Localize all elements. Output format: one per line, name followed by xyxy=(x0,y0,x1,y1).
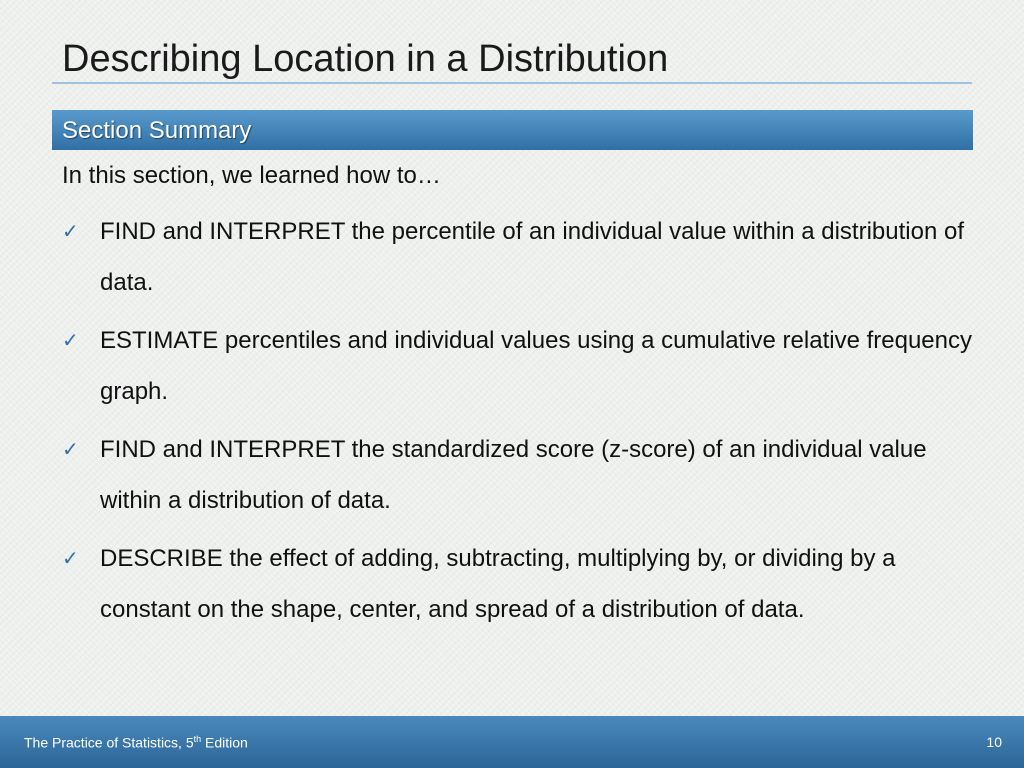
footer-book-superscript: th xyxy=(193,734,202,744)
footer-bar xyxy=(0,716,1024,768)
footer-book-prefix: The Practice of Statistics, 5 xyxy=(24,734,194,751)
footer-book-suffix: Edition xyxy=(201,734,248,751)
checkmark-icon: ✓ xyxy=(62,437,79,461)
bullet-text: DESCRIBE the effect of adding, subtracting, multiplying by, or dividing by a constant on the shape, center, and spread of a distribution of data. xyxy=(100,545,896,623)
section-header-label: Section Summary xyxy=(62,117,252,144)
page-number: 10 xyxy=(986,734,1002,750)
bullet-text: ESTIMATE percentiles and individual values using a cumulative relative frequency graph. xyxy=(100,327,972,405)
footer-book-title xyxy=(24,734,248,751)
title-divider xyxy=(52,82,972,84)
checkmark-icon: ✓ xyxy=(62,328,79,352)
bullet-text: FIND and INTERPRET the percentile of an individual value within a distribution of data. xyxy=(100,218,964,296)
bullet-item xyxy=(62,315,992,417)
checkmark-icon: ✓ xyxy=(62,219,79,243)
intro-text: In this section, we learned how to… xyxy=(62,162,441,189)
checkmark-icon: ✓ xyxy=(62,546,79,570)
bullet-text: FIND and INTERPRET the standardized score (z-score) of an individual value within a distribution of data. xyxy=(100,436,927,514)
bullet-item xyxy=(62,424,992,526)
section-header-bar xyxy=(52,110,973,150)
slide-title: Describing Location in a Distribution xyxy=(62,38,669,80)
bullet-item xyxy=(62,533,992,635)
summary-bullet-list xyxy=(62,206,992,642)
bullet-item xyxy=(62,206,992,308)
